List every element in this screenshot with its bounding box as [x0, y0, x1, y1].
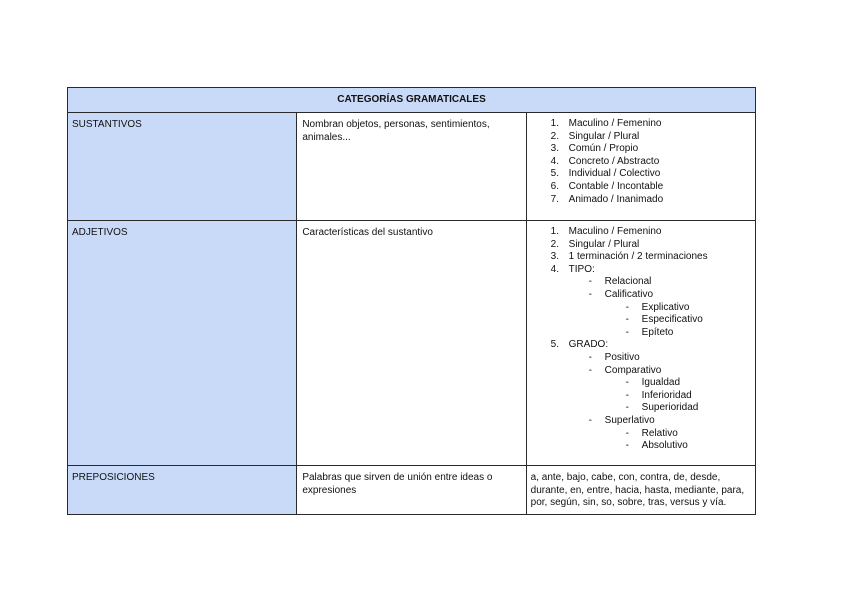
- list-item: 5. GRADO:: [550, 339, 609, 351]
- sub-sub-list-item: - Igualdad: [625, 377, 681, 389]
- sub-sub-list-item: - Inferioridad: [625, 389, 692, 401]
- sub-sub-list-item: - Relativo: [625, 427, 678, 439]
- list-item: 2. Singular / Plural: [550, 238, 640, 250]
- list-item: 3. 1 terminación / 2 terminaciones: [550, 251, 708, 263]
- grammar-categories-table: [67, 87, 756, 515]
- sub-list-item: - Positivo: [588, 351, 640, 363]
- sub-sub-list-item: - Absolutivo: [625, 440, 688, 452]
- sub-sub-list-item: - Epíteto: [625, 326, 674, 338]
- category-description: Palabras que sirven de unión entre ideas o expresiones: [297, 466, 526, 515]
- table-row-sustantivos: [68, 113, 756, 221]
- category-label: ADJETIVOS: [68, 221, 297, 466]
- preposition-list: a, ante, bajo, cabe, con, contra, de, desde, durante, en, entre, hacia, hasta, mediante, para, por, según, sin, so, sobre, tras, versus y vía.: [526, 466, 755, 515]
- adjetivos-list: [531, 226, 751, 453]
- category-description: Nombran objetos, personas, sentimientos, animales...: [297, 113, 526, 221]
- table-title: CATEGORÍAS GRAMATICALES: [68, 88, 756, 113]
- list-item: 4. TIPO:: [550, 263, 595, 275]
- category-label: PREPOSICIONES: [68, 466, 297, 515]
- list-item: 5. Individual / Colectivo: [550, 168, 661, 180]
- sub-sub-list-item: - Explicativo: [625, 301, 690, 313]
- list-item: 1. Maculino / Femenino: [550, 118, 662, 129]
- category-items: [526, 113, 755, 221]
- list-item: 1. Maculino / Femenino: [550, 226, 662, 237]
- sub-list-item: - Superlativo: [588, 414, 655, 426]
- list-item: 6. Contable / Incontable: [550, 180, 664, 192]
- sub-list-item: - Calificativo: [588, 288, 654, 300]
- table-row-preposiciones: [68, 466, 756, 515]
- table-row-adjetivos: [68, 221, 756, 466]
- category-description: Características del sustantivo: [297, 221, 526, 466]
- sustantivos-list: [531, 118, 751, 206]
- document-page: [67, 87, 756, 515]
- sub-list-item: - Comparativo: [588, 364, 662, 376]
- list-item: 4. Concreto / Abstracto: [550, 155, 660, 167]
- sub-list-item: - Relacional: [588, 276, 652, 288]
- list-item: 7. Animado / Inanimado: [550, 193, 664, 205]
- sub-sub-list-item: - Especificativo: [625, 314, 703, 326]
- category-label: SUSTANTIVOS: [68, 113, 297, 221]
- list-item: 3. Común / Propio: [550, 143, 639, 155]
- list-item: 2. Singular / Plural: [550, 130, 640, 142]
- category-items: [526, 221, 755, 466]
- sub-sub-list-item: - Superioridad: [625, 402, 699, 414]
